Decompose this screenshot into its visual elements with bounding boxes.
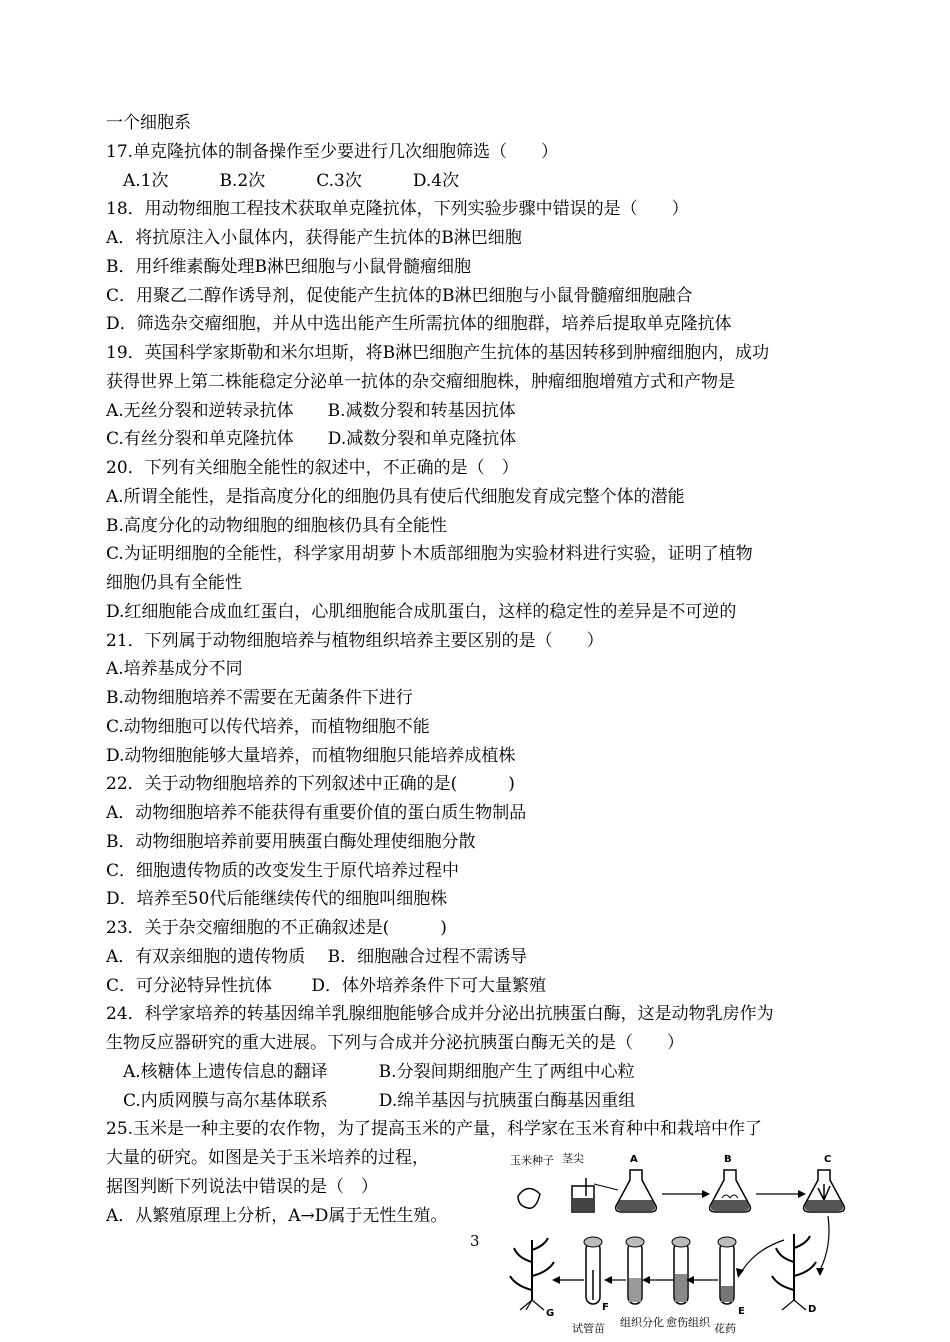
label-tube: 试管苗	[572, 1322, 605, 1335]
text-line: C．可分泌特异性抗体 D．体外培养条件下可大量繁殖	[106, 976, 547, 996]
text-line: 生物反应器研究的重大进展。下列与合成并分泌抗胰蛋白酶无关的是（ ）	[106, 1033, 684, 1053]
text-line: C．用聚乙二醇作诱导剂，促使能产生抗体的B淋巴细胞与小鼠骨髓瘤细胞融合	[106, 286, 693, 306]
text-line: C.有丝分裂和单克隆抗体 D.减数分裂和单克隆抗体	[106, 429, 517, 449]
seed-icon	[518, 1188, 540, 1208]
text-line: C.为证明细胞的全能性，科学家用胡萝卜木质部细胞为实验材料进行实验，证明了植物	[106, 544, 753, 564]
text-line: 18．用动物细胞工程技术获取单克隆抗体，下列实验步骤中错误的是（ ）	[106, 199, 689, 219]
label-b: B	[724, 1154, 732, 1165]
beaker-icon	[572, 1178, 594, 1212]
label-e: E	[738, 1306, 745, 1317]
flask-c-icon	[804, 1170, 845, 1212]
text-line: 获得世界上第二株能稳定分泌单一抗体的杂交瘤细胞株，肿瘤细胞增殖方式和产物是	[106, 372, 735, 392]
text-line: 23．关于杂交瘤细胞的不正确叙述是( )	[106, 918, 447, 938]
flask-b-icon	[710, 1170, 751, 1212]
label-f: F	[602, 1302, 609, 1313]
text-line: D.红细胞能合成血红蛋白，心肌细胞能合成肌蛋白，这样的稳定性的差异是不可逆的	[106, 602, 737, 622]
text-line: C．细胞遗传物质的改变发生于原代培养过程中	[106, 861, 460, 881]
corn-culture-diagram	[502, 1150, 854, 1342]
text-line: D．培养至50代后能继续传代的细胞叫细胞株	[106, 889, 448, 909]
label-a: A	[630, 1154, 638, 1165]
text-line: 22．关于动物细胞培养的下列叙述中正确的是( )	[106, 774, 515, 794]
text-line: 一个细胞系	[106, 113, 191, 133]
text-line: A．动物细胞培养不能获得有重要价值的蛋白质生物制品	[106, 803, 527, 823]
test-tube-e-icon	[718, 1237, 736, 1304]
label-diff: 组织分化	[620, 1316, 664, 1329]
text-line: 据图判断下列说法中错误的是（ ）	[106, 1177, 378, 1197]
text-line: 21．下列属于动物细胞培养与植物组织培养主要区别的是（ ）	[106, 631, 604, 651]
text-line: 17.单克隆抗体的制备操作至少要进行几次细胞筛选（ ）	[106, 142, 559, 162]
text-line: 20．下列有关细胞全能性的叙述中，不正确的是（ ）	[106, 458, 519, 478]
text-line: C.动物细胞可以传代培养，而植物细胞不能	[106, 717, 430, 737]
text-line: B．用纤维素酶处理B淋巴细胞与小鼠骨髓瘤细胞	[106, 257, 471, 277]
text-line: A.无丝分裂和逆转录抗体 B.减数分裂和转基因抗体	[106, 401, 516, 421]
text-line: A．从繁殖原理上分析，A→D属于无性生殖。	[106, 1206, 448, 1226]
text-line: B.动物细胞培养不需要在无菌条件下进行	[106, 688, 413, 708]
label-g: G	[546, 1308, 555, 1319]
text-line: 大量的研究。如图是关于玉米培养的过程，	[106, 1148, 429, 1168]
arrow-c-to-d	[820, 1216, 829, 1270]
test-tube-diff-icon	[626, 1237, 644, 1304]
text-line: A．有双亲细胞的遗传物质 B．细胞融合过程不需诱导	[106, 947, 528, 967]
label-tip: 茎尖	[562, 1152, 584, 1165]
test-tube-f-icon	[584, 1237, 602, 1304]
text-line: B．动物细胞培养前要用胰蛋白酶处理使细胞分散	[106, 832, 476, 852]
plant-g-icon	[510, 1238, 554, 1310]
label-c: C	[824, 1154, 832, 1165]
plant-d-icon	[772, 1234, 816, 1310]
label-anther: 花药	[714, 1322, 736, 1335]
text-line: A.核糖体上遗传信息的翻译 B.分裂间期细胞产生了两组中心粒	[106, 1062, 635, 1082]
test-tube-callus-icon	[672, 1237, 690, 1304]
text-line: C.内质网膜与高尔基体联系 D.绵羊基因与抗胰蛋白酶基因重组	[106, 1091, 636, 1111]
text-line: A.培养基成分不同	[106, 659, 243, 679]
label-seed: 玉米种子	[510, 1154, 554, 1167]
text-line: B.高度分化的动物细胞的细胞核仍具有全能性	[106, 516, 447, 536]
text-line: 细胞仍具有全能性	[106, 573, 242, 593]
text-line: D．筛选杂交瘤细胞，并从中选出能产生所需抗体的细胞群，培养后提取单克隆抗体	[106, 314, 732, 334]
text-line: 24．科学家培养的转基因绵羊乳腺细胞能够合成并分泌出抗胰蛋白酶，这是动物乳房作为	[106, 1004, 774, 1024]
label-callus: 愈伤组织	[666, 1316, 710, 1329]
text-line: A.1次 B.2次 C.3次 D.4次	[106, 171, 460, 191]
text-line: D.动物细胞能够大量培养，而植物细胞只能培养成植株	[106, 746, 516, 766]
arrow-tip-to-a	[594, 1184, 618, 1190]
text-line: A.所谓全能性，是指高度分化的细胞仍具有使后代细胞发育成完整个体的潜能	[106, 487, 685, 507]
flask-a-icon	[616, 1170, 657, 1212]
text-line: A．将抗原注入小鼠体内，获得能产生抗体的B淋巴细胞	[106, 228, 522, 248]
text-line: 19．英国科学家斯勒和米尔坦斯，将B淋巴细胞产生抗体的基因转移到肿瘤细胞内，成功	[106, 343, 770, 363]
label-d: D	[808, 1304, 817, 1315]
page-number: 3	[470, 1232, 480, 1250]
text-line: 25.玉米是一种主要的农作物，为了提高玉米的产量，科学家在玉米育种中和栽培中作了	[106, 1119, 763, 1139]
